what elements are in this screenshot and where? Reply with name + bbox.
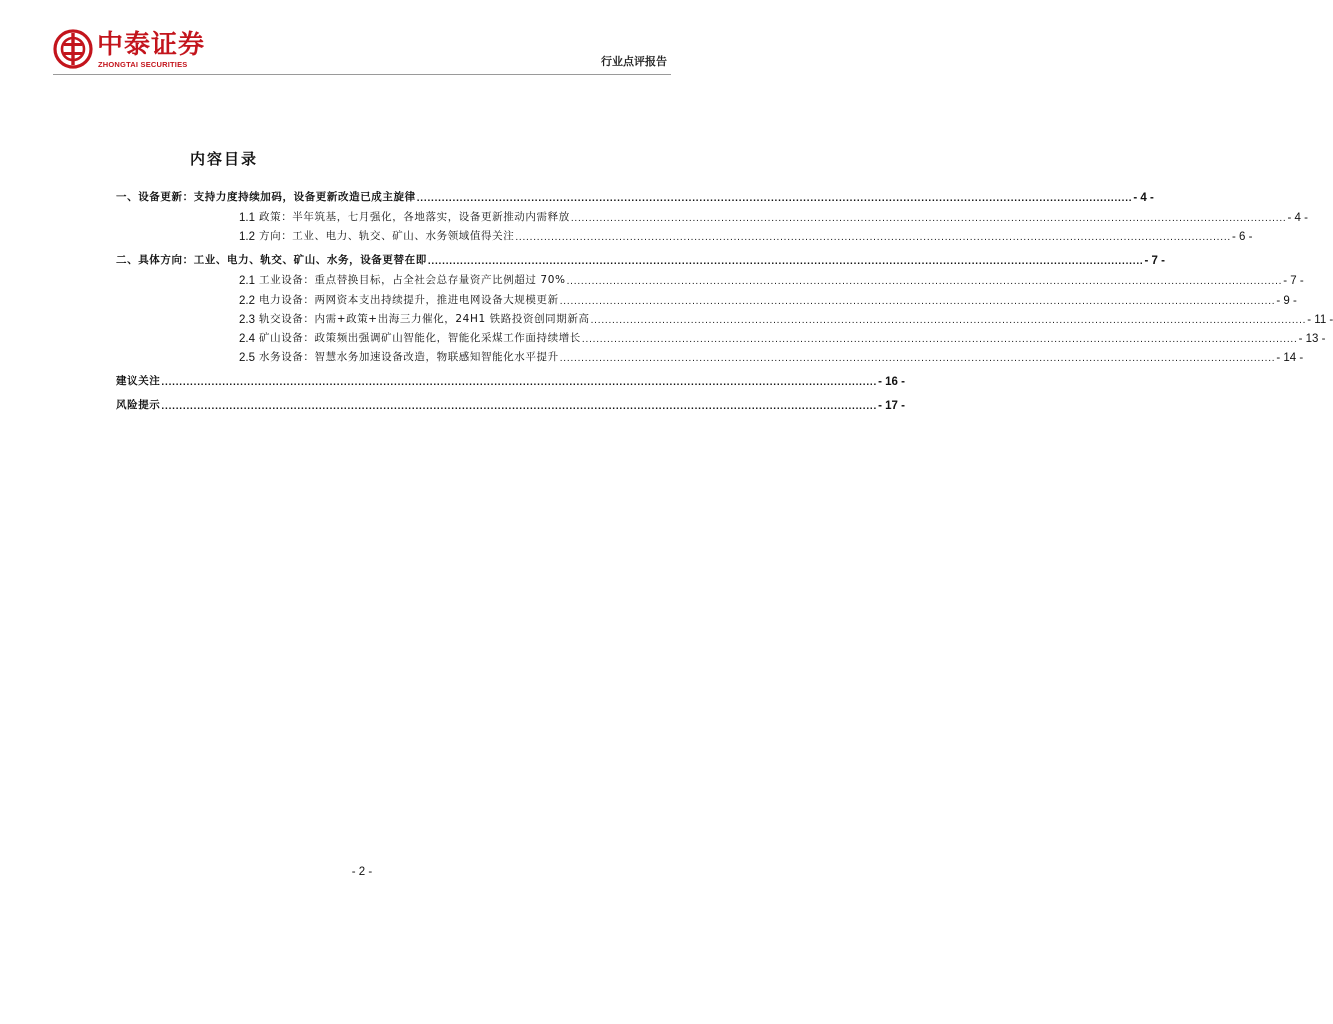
toc-page-number: - 17 - [878,400,905,412]
toc-entry-text: 工业设备：重点替换目标，占全社会总存量资产比例超过 70% [259,274,566,286]
toc-section-number: 2.3 [239,314,255,326]
toc-page-number: - 4 - [1133,192,1154,204]
toc-entry-text: 政策：半年筑基，七月强化，各地落实，设备更新推动内需释放 [259,211,570,223]
toc-leader-dots: ........................................................................................................................................................................................................ [590,315,1307,326]
toc-entry-text: 矿山设备：政策频出强调矿山智能化，智能化采煤工作面持续增长 [259,332,581,344]
toc-section-number: 1.2 [239,231,255,243]
toc-entry-2[interactable] [116,249,1165,267]
page-number: - 2 - [351,866,373,878]
toc-leader-dots: ........................................................................................................................................................................................................ [566,276,1283,287]
toc-title: 内容目录 [190,150,259,168]
header-divider [53,74,671,75]
toc-entry-recommendations[interactable] [116,370,905,388]
toc-page-number: - 7 - [1283,275,1304,287]
company-logo [53,29,223,71]
toc-leader-dots: ........................................................................................................................................................................................................ [515,232,1231,243]
toc-page-number: - 4 - [1287,212,1308,224]
toc-entry-2-4[interactable] [239,327,1326,345]
toc-entry-text: 二、具体方向：工业、电力、轨交、矿山、水务，设备更替在即 [116,254,427,266]
toc-entry-2-1[interactable] [239,269,1304,287]
toc-leader-dots: ........................................................................................................................................................................................................ [161,377,878,388]
toc-entry-text: 电力设备：两网资本支出持续提升，推进电网设备大规模更新 [259,294,559,306]
toc-entry-1-1[interactable] [239,206,1308,224]
toc-page-number: - 6 - [1231,231,1253,243]
toc-section-number: 1.1 [239,212,255,224]
toc-page-number: - 9 - [1276,295,1297,307]
toc-leader-dots: ........................................................................................................................................................................................................ [161,401,878,412]
toc-entry-1[interactable] [116,186,1154,204]
toc-entry-risk-warning[interactable] [116,394,905,412]
logo-english-name: ZHONGTAI SECURITIES [98,60,188,69]
toc-page-number: - 7 - [1144,255,1165,267]
toc-entry-2-3[interactable] [239,308,1333,326]
toc-entry-text: 轨交设备：内需+政策+出海三力催化，24H1 铁路投资创同期新高 [259,313,590,325]
toc-section-number: 2.2 [239,295,255,307]
toc-page-number: - 16 - [878,376,905,388]
toc-leader-dots: ........................................................................................................................................................................................................ [581,334,1298,345]
toc-page-number: - 11 - [1307,314,1333,326]
toc-page-number: - 13 - [1298,333,1326,345]
toc-entry-2-2[interactable] [239,289,1297,307]
toc-section-number: 2.1 [239,275,255,287]
toc-entry-text: 一、设备更新：支持力度持续加码，设备更新改造已成主旋律 [116,191,416,203]
toc-leader-dots: ........................................................................................................................................................................................................ [427,256,1144,267]
toc-page-number: - 14 - [1276,352,1304,364]
report-type: 行业点评报告 [601,55,667,68]
toc-leader-dots: ........................................................................................................................................................................................................ [559,353,1276,364]
toc-entry-1-2[interactable] [239,225,1253,243]
toc-section-number: 2.4 [239,333,255,345]
toc-leader-dots: ........................................................................................................................................................................................................ [416,193,1133,204]
toc-leader-dots: ........................................................................................................................................................................................................ [570,213,1287,224]
toc-entry-2-5[interactable] [239,346,1304,364]
toc-entry-text: 风险提示 [116,399,161,411]
logo-chinese-name: 中泰证券 [97,30,206,60]
toc-entry-text: 建议关注 [116,375,161,387]
toc-entry-text: 水务设备：智慧水务加速设备改造，物联感知智能化水平提升 [259,351,559,363]
zhongtai-logo-icon [53,29,93,69]
toc-section-number: 2.5 [239,352,255,364]
toc-leader-dots: ........................................................................................................................................................................................................ [559,296,1276,307]
toc-entry-text: 方向：工业、电力、轨交、矿山、水务领域值得关注 [259,230,515,242]
